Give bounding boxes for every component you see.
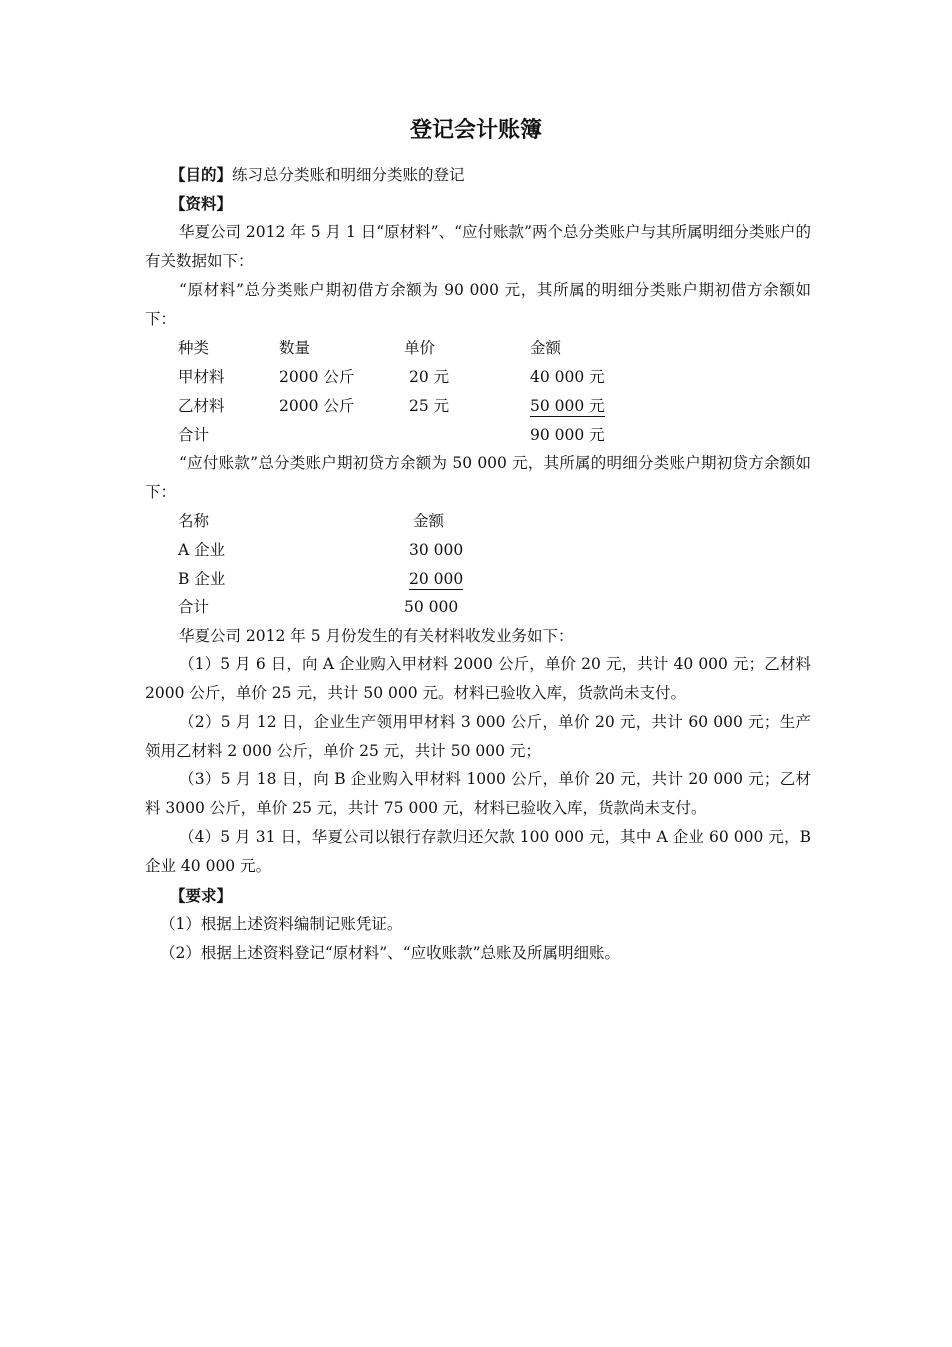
requirement-2: （2）根据上述资料登记“原材料”、“应收账款”总账及所属明细账。: [160, 944, 621, 962]
raw-row-2-amount: 50 000 元: [530, 397, 605, 415]
purpose-label: 【目的】: [170, 166, 233, 184]
pay-total-amount: 50 000: [404, 598, 459, 616]
transaction-2: （2）5 月 12 日，企业生产领用甲材料 3 000 公斤，单价 20 元，共计 60 000 元；生产领用乙材料 2 000 公斤，单价 25 元，共计 50 000 元；: [145, 713, 811, 760]
raw-row-1-type: 甲材料: [178, 368, 225, 386]
transaction-3: （3）5 月 18 日，向 B 企业购入甲材料 1000 公斤，单价 20 元，共计 20 000 元；乙材料 3000 公斤，单价 25 元，共计 75 000 元，材料已验收入库，货款尚未支付。: [145, 770, 811, 817]
purpose-line: [170, 165, 465, 185]
raw-row-2-quantity: 2000 公斤: [279, 397, 355, 415]
raw-header-amount: 金额: [530, 339, 562, 357]
raw-row-2-price: 25 元: [409, 397, 450, 415]
raw-row-1-quantity: 2000 公斤: [279, 368, 355, 386]
raw-total-label: 合计: [178, 426, 210, 444]
pay-header-amount: 金额: [413, 512, 445, 530]
pay-total-label: 合计: [178, 598, 210, 616]
raw-header-quantity: 数量: [279, 339, 311, 357]
pay-row-1-amount: 30 000: [409, 541, 464, 559]
purpose-text: 练习总分类账和明细分类账的登记: [232, 166, 465, 184]
raw-total-amount: 90 000 元: [530, 426, 605, 444]
pay-row-2-amount: 20 000: [409, 570, 464, 588]
payables-intro: “应付账款”总分类账户期初贷方余额为 50 000 元，其所属的明细分类账户期初贷方余额如下：: [145, 454, 811, 501]
raw-header-type: 种类: [178, 339, 210, 357]
transaction-4: （4）5 月 31 日，华夏公司以银行存款归还欠款 100 000 元，其中 A 企业 60 000 元，B 企业 40 000 元。: [145, 828, 811, 875]
business-intro: 华夏公司 2012 年 5 月份发生的有关材料收发业务如下：: [179, 627, 574, 645]
raw-header-price: 单价: [404, 339, 436, 357]
pay-row-1-name: A 企业: [178, 541, 226, 559]
pay-row-2-name: B 企业: [178, 570, 226, 588]
requirement-1: （1）根据上述资料编制记账凭证。: [160, 915, 403, 933]
raw-row-1-amount: 40 000 元: [530, 368, 605, 386]
requirements-label: 【要求】: [170, 887, 233, 905]
pay-header-name: 名称: [178, 512, 210, 530]
raw-row-1-price: 20 元: [409, 368, 450, 386]
intro-paragraph: 华夏公司 2012 年 5 月 1 日“原材料”、“应付账款”两个总分类账户与其所属明细分类账户的有关数据如下：: [145, 223, 811, 270]
transaction-1: （1）5 月 6 日，向 A 企业购入甲材料 2000 公斤，单价 20 元，共计 40 000 元；乙材料 2000 公斤，单价 25 元，共计 50 000 元。材料已验收入库，货款尚未支付。: [145, 655, 811, 702]
raw-row-2-type: 乙材料: [178, 397, 225, 415]
raw-materials-intro: “原材料”总分类账户期初借方余额为 90 000 元，其所属的明细分类账户期初借方余额如下：: [145, 281, 811, 328]
page-title: 登记会计账簿: [409, 118, 542, 143]
materials-label: 【资料】: [170, 195, 233, 213]
